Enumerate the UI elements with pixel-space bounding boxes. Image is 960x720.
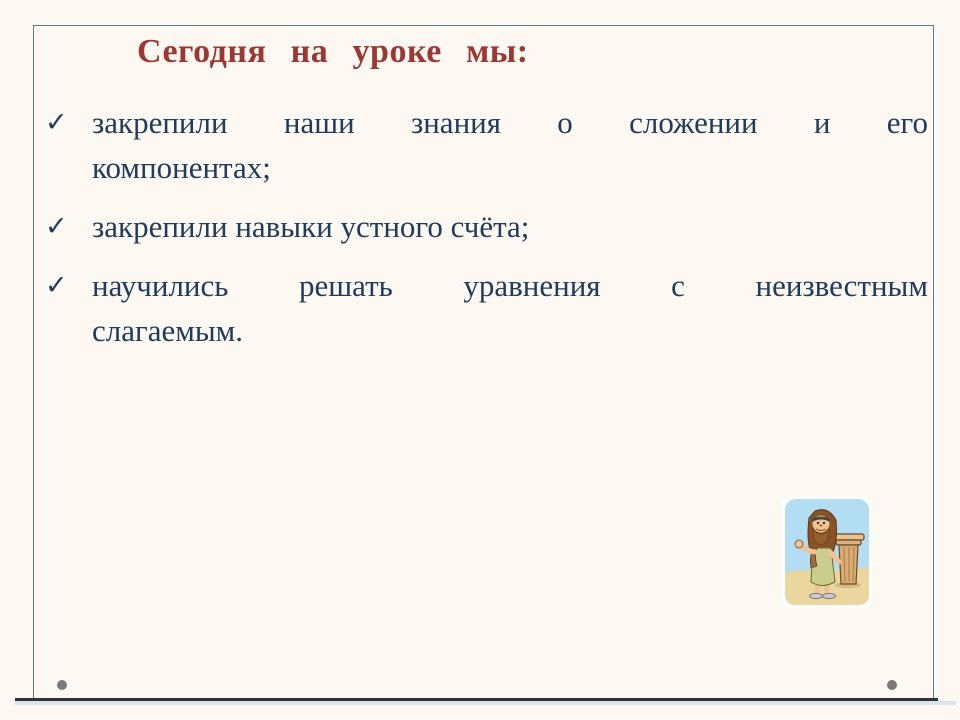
text-line: закрепили навыки устного счёта; <box>92 209 530 244</box>
bullet-list <box>45 100 928 353</box>
list-item-text <box>92 204 928 249</box>
philosopher-clipart-image <box>782 496 872 608</box>
bottom-rule-light <box>15 701 956 705</box>
checkmark-icon: ✓ <box>45 270 68 301</box>
list-item-text <box>92 100 928 190</box>
list-item <box>45 100 928 190</box>
text-line: слагаемым. <box>92 313 244 348</box>
list-item <box>45 263 928 353</box>
slide-title: Сегодня на уроке мы: <box>137 33 529 70</box>
text-line: компонентах; <box>92 150 271 185</box>
text-line: закрепили наши знания о сложении и его <box>92 105 928 140</box>
decorative-dot-right <box>887 680 897 690</box>
decorative-dot-left <box>57 680 67 690</box>
list-item <box>45 204 928 249</box>
text-line: научились решать уравнения с неизвестным <box>92 268 928 303</box>
checkmark-icon: ✓ <box>45 211 68 242</box>
checkmark-icon: ✓ <box>45 107 68 138</box>
list-item-text <box>92 263 928 353</box>
